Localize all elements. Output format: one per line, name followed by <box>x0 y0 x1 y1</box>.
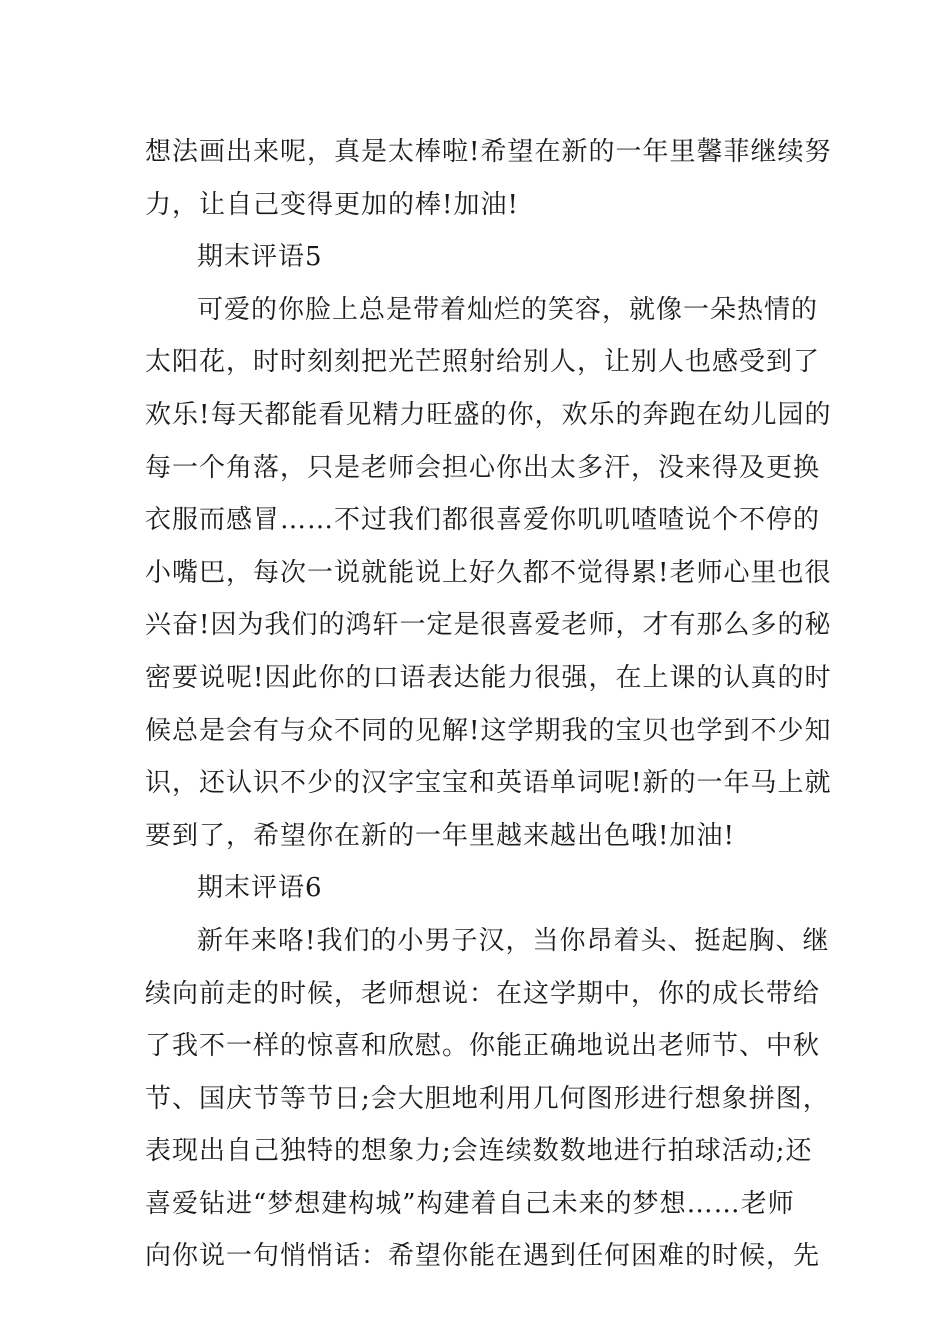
paragraph-first-line: 可爱的你脸上总是带着灿烂的笑容，就像一朵热情的 <box>197 294 819 325</box>
section-heading: 期末评语6 <box>197 873 323 904</box>
document-body <box>145 126 832 1283</box>
text-line: 节、国庆节等节日;会大胆地利用几何图形进行想象拼图， <box>145 1083 830 1114</box>
text-line: 欢乐!每天都能看见精力旺盛的你，欢乐的奔跑在幼儿园的 <box>145 399 832 430</box>
text-line: 表现出自己独特的想象力;会连续数数地进行拍球活动;还 <box>145 1136 813 1167</box>
text-line: 密要说呢!因此你的口语表达能力很强，在上课的认真的时 <box>145 662 832 693</box>
section-heading: 期末评语5 <box>197 242 323 273</box>
text-line: 兴奋!因为我们的鸿轩一定是很喜爱老师，才有那么多的秘 <box>145 610 832 641</box>
text-line: 向你说一句悄悄话：希望你能在遇到任何困难的时候，先 <box>145 1241 821 1272</box>
text-line: 想法画出来呢，真是太棒啦!希望在新的一年里馨菲继续努 <box>145 137 832 167</box>
text-line: 衣服而感冒……不过我们都很喜爱你叽叽喳喳说个不停的 <box>145 505 821 536</box>
text-line: 了我不一样的惊喜和欣慰。你能正确地说出老师节、中秋 <box>145 1031 821 1062</box>
text-line: 候总是会有与众不同的见解!这学期我的宝贝也学到不少知 <box>145 715 832 746</box>
text-line: 太阳花，时时刻刻把光芒照射给别人，让别人也感受到了 <box>145 347 821 378</box>
text-line: 识，还认识不少的汉字宝宝和英语单词呢!新的一年马上就 <box>145 768 832 799</box>
text-line: 要到了，希望你在新的一年里越来越出色哦!加油! <box>145 820 735 851</box>
text-line: 续向前走的时候，老师想说：在这学期中，你的成长带给 <box>145 978 821 1009</box>
text-line: 每一个角落，只是老师会担心你出太多汗，没来得及更换 <box>145 452 821 483</box>
text-line: 喜爱钻进“梦想建构城”构建着自己未来的梦想……老师 <box>145 1188 795 1219</box>
text-line: 力，让自己变得更加的棒!加油! <box>145 189 519 220</box>
paragraph-first-line: 新年来咯!我们的小男子汉，当你昂着头、挺起胸、继 <box>197 925 830 956</box>
text-line: 小嘴巴，每次一说就能说上好久都不觉得累!老师心里也很 <box>145 557 832 588</box>
